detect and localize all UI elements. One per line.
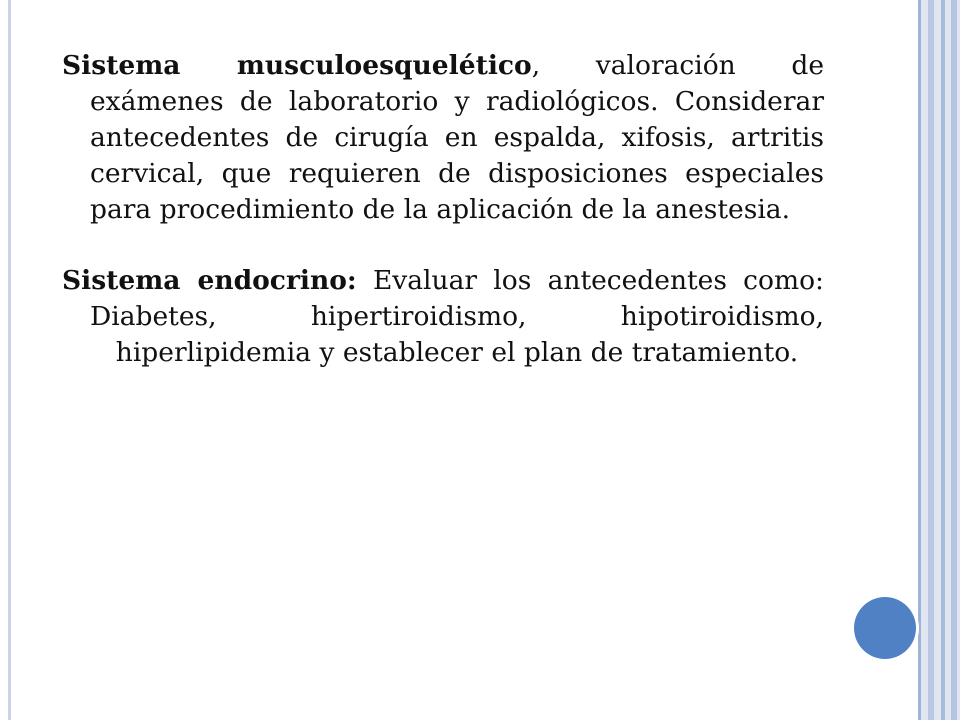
paragraph-body: , valoración de exámenes de laboratorio y radiológicos. Considerar antecedentes de cirugía en espalda, xifosis, artritis cervical, que requieren de disposiciones especiales para procedimiento de la aplicación de la anestesia. [90, 50, 824, 225]
decorative-stripe [928, 0, 934, 720]
decorative-circle [854, 597, 916, 659]
left-border-line [8, 0, 11, 720]
paragraph-heading: Sistema endocrino: [62, 265, 357, 296]
slide-content [62, 48, 824, 371]
paragraph-endocrine [62, 263, 824, 371]
decorative-stripe [918, 0, 921, 720]
paragraph-heading: Sistema musculoesquelético [62, 50, 532, 81]
paragraph-musculoskeletal [62, 48, 824, 228]
decorative-stripe [951, 0, 957, 720]
paragraph-body: Evaluar los antecedentes como: Diabetes, hipertiroidismo, hipotiroidismo, hiperlipidemia y establecer el plan de tratamiento. [90, 265, 824, 368]
decorative-stripe [941, 0, 945, 720]
